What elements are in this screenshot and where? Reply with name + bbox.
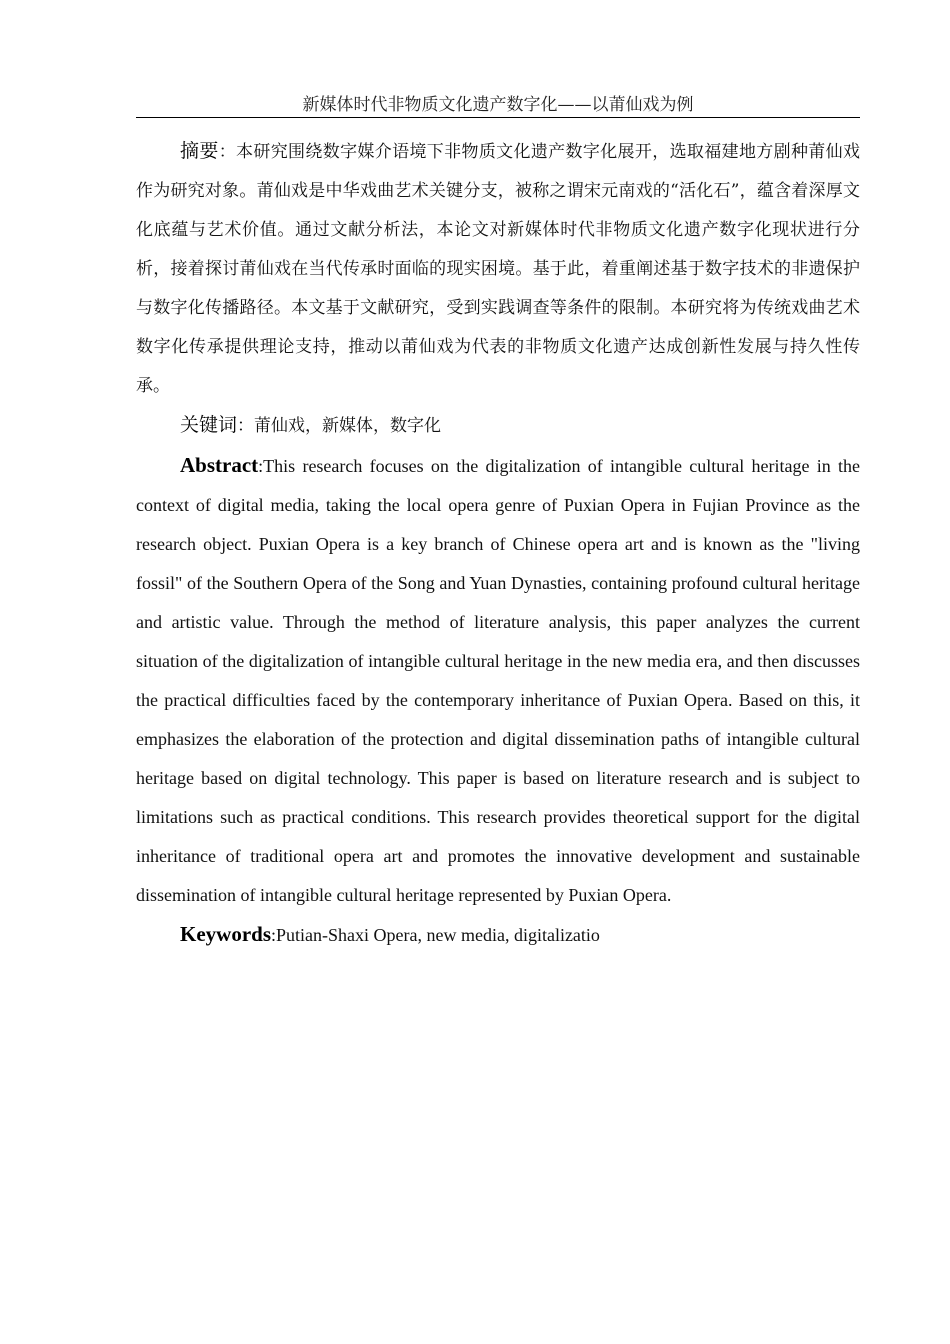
header-title: 新媒体时代非物质文化遗产数字化——以莆仙戏为例	[302, 95, 694, 115]
english-keywords-text: Putian-Shaxi Opera, new media, digitalizatio	[276, 925, 600, 945]
chinese-abstract-separator: ：	[218, 142, 237, 162]
chinese-abstract	[136, 132, 860, 406]
chinese-keywords-label: 关键词	[180, 414, 238, 436]
english-abstract-text: This research focuses on the digitalization of intangible cultural heritage in the context of digital media, taking the local opera genre of Puxian Opera in Fujian Province as the research object. Puxian Opera is a key branch of Chinese opera art and is known as the "living fossil" of the Southern Opera of the Song and Yuan Dynasties, containing profound cultural heritage and artistic value. Through the method of literature analysis, this paper analyzes the current situation of the digitalization of intangible cultural heritage in the new media era, and then discusses the practical difficulties faced by the contemporary inheritance of Puxian Opera. Based on this, it emphasizes the elaboration of the protection and digital dissemination paths of intangible cultural heritage based on digital technology. This paper is based on literature research and is subject to limitations such as practical conditions. This research provides theoretical support for the digital inheritance of traditional opera art and promotes the innovative development and sustainable dissemination of intangible cultural heritage represented by Puxian Opera.	[136, 456, 860, 905]
chinese-keywords-text: 莆仙戏，新媒体，数字化	[254, 416, 442, 436]
english-abstract	[136, 446, 860, 915]
chinese-keywords	[136, 406, 860, 446]
chinese-keywords-separator: ：	[237, 416, 255, 436]
english-keywords	[136, 915, 860, 955]
english-abstract-separator: :	[258, 456, 264, 476]
english-keywords-separator: :	[271, 925, 277, 945]
english-keywords-label: Keywords	[180, 922, 271, 946]
chinese-abstract-label: 摘要	[180, 140, 219, 162]
english-abstract-label: Abstract	[180, 453, 259, 477]
chinese-abstract-text: 本研究围绕数字媒介语境下非物质文化遗产数字化展开，选取福建地方剧种莆仙戏作为研究对象。莆仙戏是中华戏曲艺术关键分支，被称之谓宋元南戏的“活化石”，蕴含着深厚文化底蕴与艺术价值。通过文献分析法，本论文对新媒体时代非物质文化遗产数字化现状进行分析，接着探讨莆仙戏在当代传承时面临的现实困境。基于此，着重阐述基于数字技术的非遗保护与数字化传播路径。本文基于文献研究，受到实践调查等条件的限制。本研究将为传统戏曲艺术数字化传承提供理论支持，推动以莆仙戏为代表的非物质文化遗产达成创新性发展与持久性传承。	[136, 142, 860, 396]
running-header	[136, 90, 860, 118]
abstract-section	[136, 132, 860, 955]
